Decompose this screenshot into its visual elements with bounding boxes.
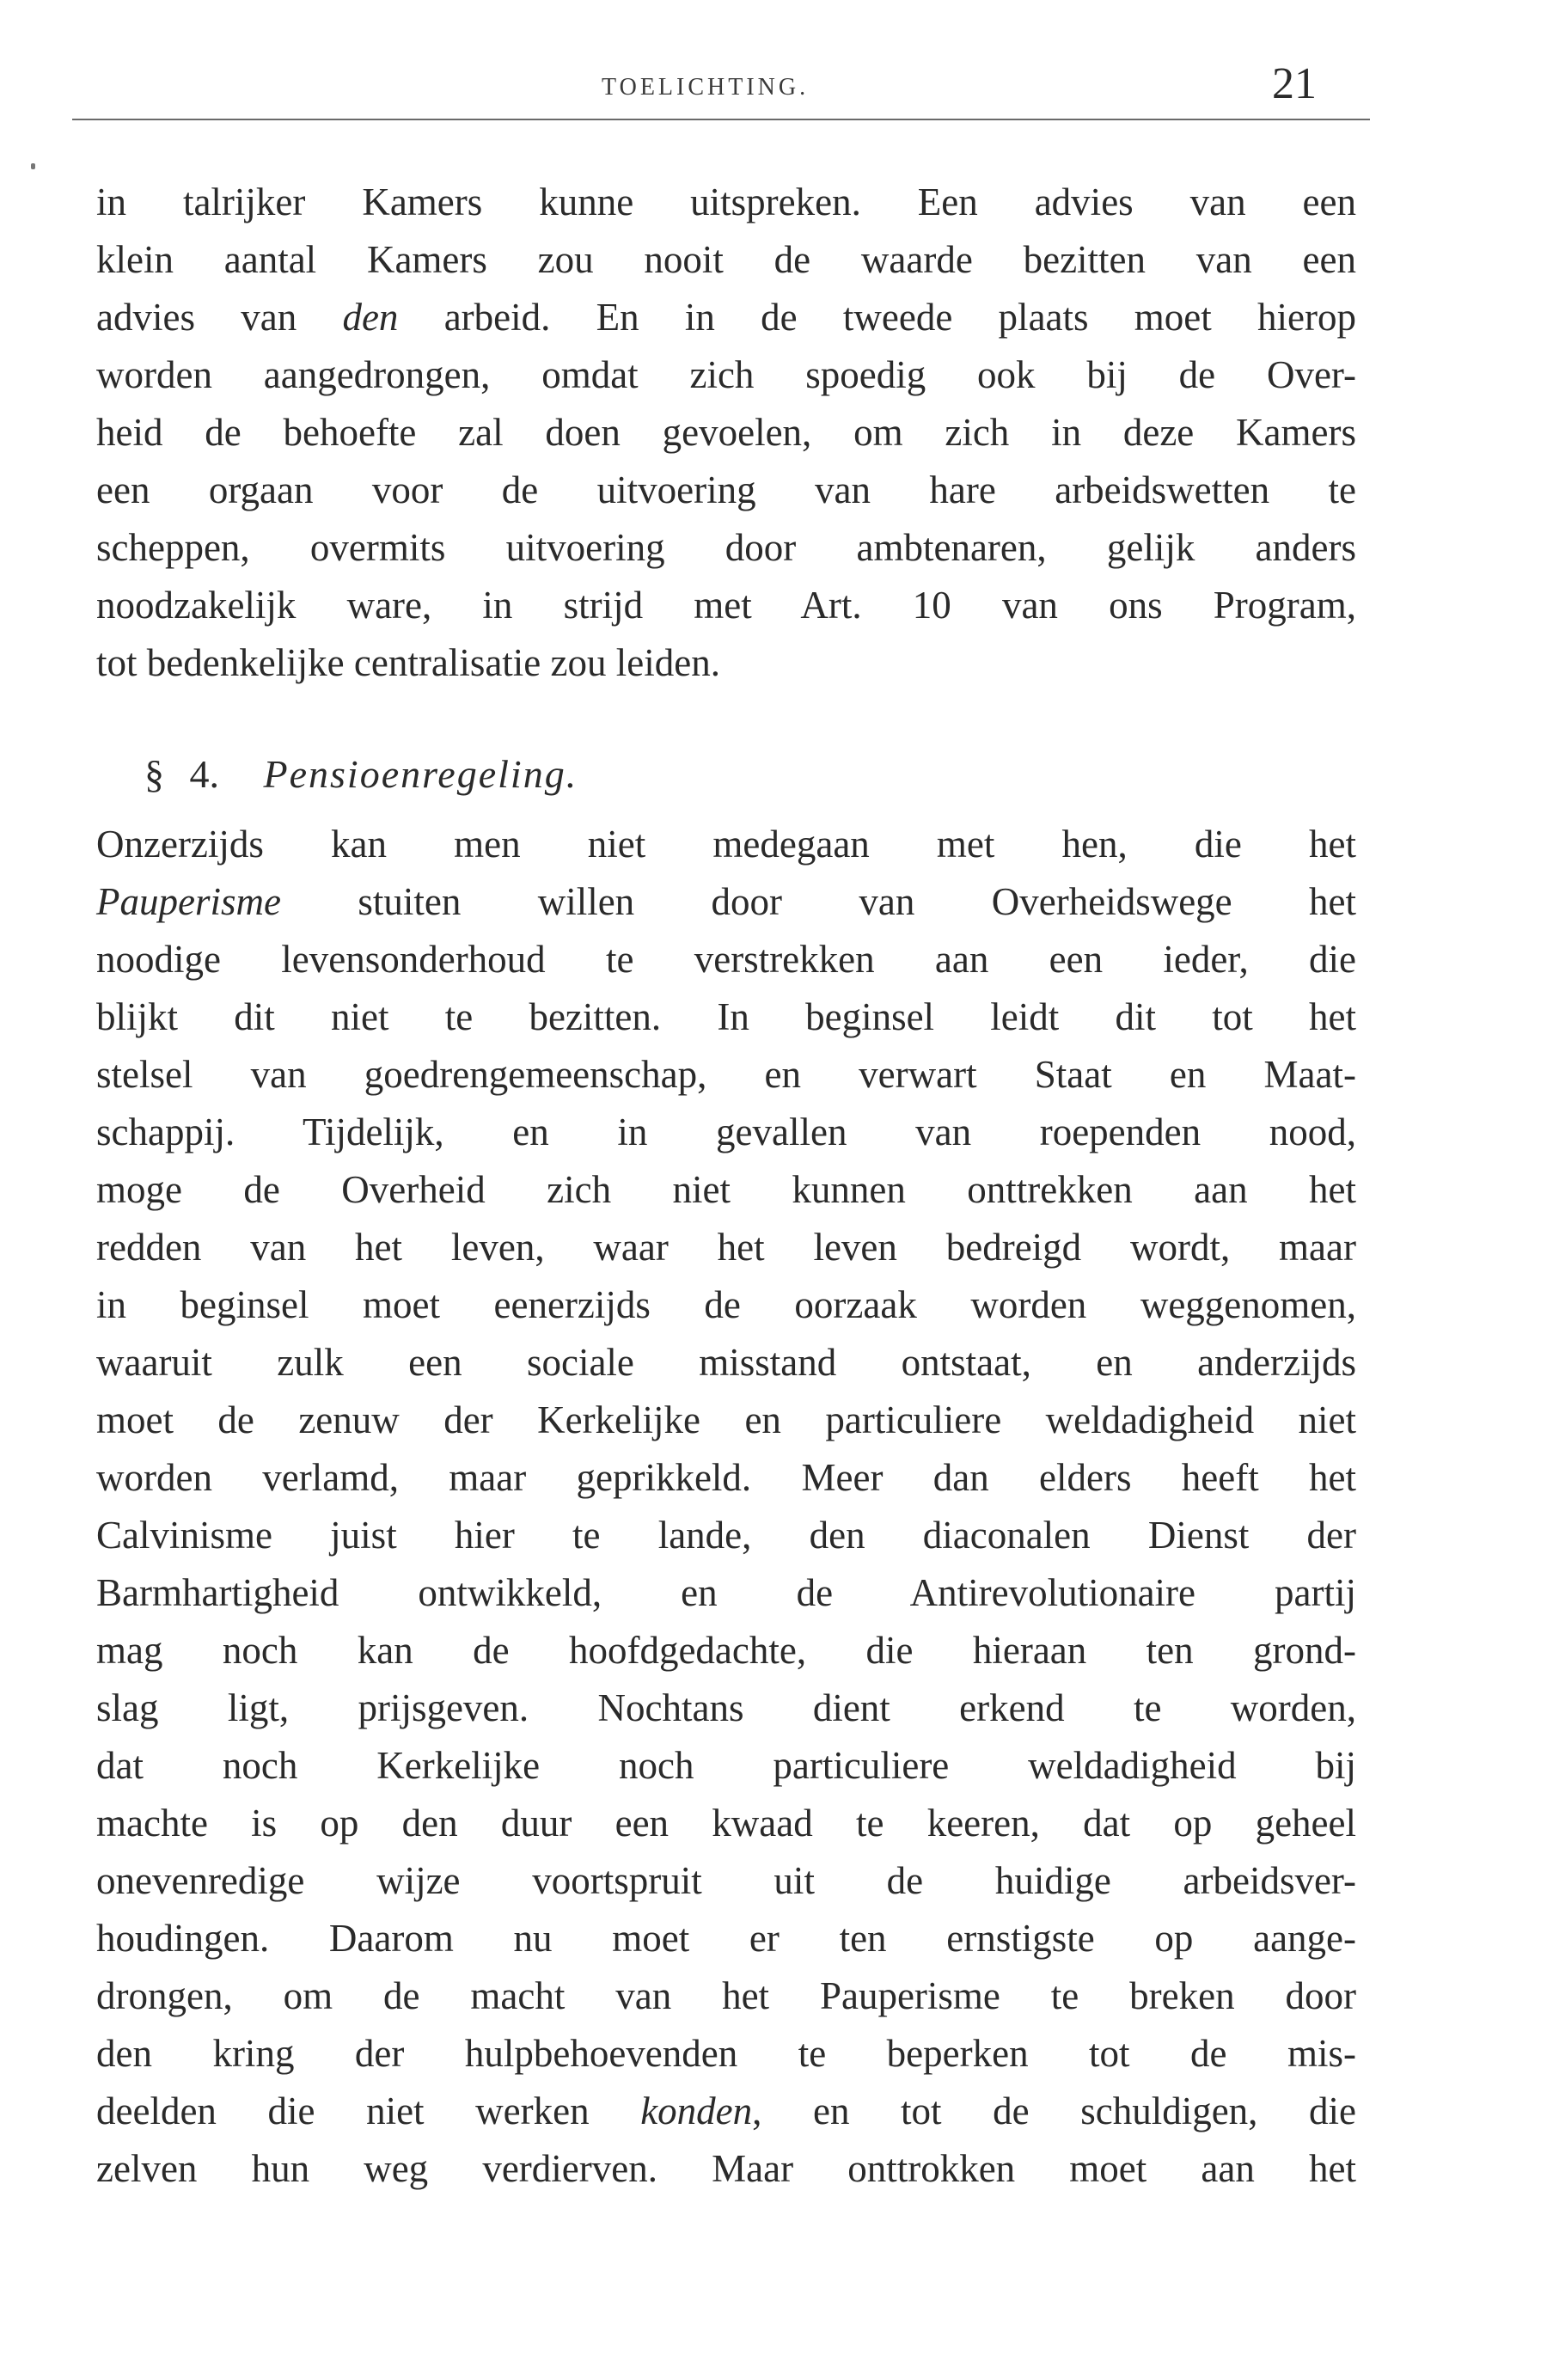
text-line: moge de Overheid zich niet kunnen onttrekken aan het: [96, 1168, 1356, 1211]
text-run: deelden die niet werken: [96, 2089, 641, 2132]
text-line: Barmhartigheid ontwikkeld, en de Antirevolutionaire partij: [96, 1571, 1356, 1614]
text-line: zelven hun weg verdierven. Maar onttrokken moet aan het: [96, 2147, 1356, 2190]
text-line: machte is op den duur een kwaad te keeren, dat op geheel: [96, 1802, 1356, 1845]
text-line: mag noch kan de hoofdgedachte, die hieraan ten grond-: [96, 1629, 1356, 1672]
text-run: advies van: [96, 296, 343, 339]
text-line: blijkt dit niet te bezitten. In beginsel leidt dit tot het: [96, 995, 1356, 1038]
running-title: TOELICHTING.: [602, 74, 810, 101]
text-line: moet de zenuw der Kerkelijke en particuliere weldadigheid niet: [96, 1398, 1356, 1441]
text-line: in talrijker Kamers kunne uitspreken. Een advies van een: [96, 180, 1356, 223]
text-line: noodzakelijk ware, in strijd met Art. 10 van ons Program,: [96, 584, 1356, 627]
text-line: slag ligt, prijsgeven. Nochtans dient erkend te worden,: [96, 1686, 1356, 1729]
italic-run: konden: [640, 2089, 753, 2132]
text-line: [96, 876, 1356, 927]
section-number: 4.: [189, 752, 219, 796]
text-line: worden verlamd, maar geprikkeld. Meer dan elders heeft het: [96, 1456, 1356, 1499]
text-line: schappij. Tijdelijk, en in gevallen van roependen nood,: [96, 1110, 1356, 1153]
text-line: den kring der hulpbehoevenden te beperken tot de mis-: [96, 2032, 1356, 2075]
text-run: stuiten willen door van Overheidswege het: [280, 880, 1356, 923]
running-header: [0, 58, 1547, 110]
text-line: drongen, om de macht van het Pauperisme te breken door: [96, 1974, 1356, 2017]
header-rule: [72, 119, 1370, 120]
margin-speck: [31, 163, 35, 169]
text-line: houdingen. Daarom nu moet er ten ernstigste op aange-: [96, 1917, 1356, 1960]
text-line: klein aantal Kamers zou nooit de waarde bezitten van een: [96, 238, 1356, 281]
text-line: worden aangedrongen, omdat zich spoedig ook bij de Over-: [96, 353, 1356, 396]
text-line: Onzerzijds kan men niet medegaan met hen, die het: [96, 823, 1356, 866]
section-title: Pensioenregeling.: [263, 752, 578, 796]
text-line: dat noch Kerkelijke noch particuliere weldadigheid bij: [96, 1744, 1356, 1787]
text-line: Calvinisme juist hier te lande, den diaconalen Dienst der: [96, 1514, 1356, 1557]
text-line: noodige levensonderhoud te verstrekken aan een ieder, die: [96, 938, 1356, 981]
section-sign: §: [144, 752, 164, 796]
text-run: arbeid. En in de tweede plaats moet hierop: [398, 296, 1356, 339]
text-line: [96, 2085, 1356, 2137]
section-heading: [144, 746, 578, 803]
italic-run: den: [342, 296, 399, 339]
text-run: , en tot de schuldigen, die: [752, 2089, 1356, 2132]
text-line: heid de behoefte zal doen gevoelen, om zich in deze Kamers: [96, 411, 1356, 454]
text-line: redden van het leven, waar het leven bedreigd wordt, maar: [96, 1226, 1356, 1269]
page-number: 21: [1272, 59, 1317, 108]
text-line: scheppen, overmits uitvoering door ambtenaren, gelijk anders: [96, 526, 1356, 569]
text-line: tot bedenkelijke centralisatie zou leiden.: [96, 641, 720, 684]
text-line: onevenredige wijze voortspruit uit de huidige arbeidsver-: [96, 1859, 1356, 1902]
text-line: [96, 291, 1356, 343]
text-line: waaruit zulk een sociale misstand ontstaat, en anderzijds: [96, 1341, 1356, 1384]
italic-run: Pauperisme: [96, 880, 281, 923]
text-line: een orgaan voor de uitvoering van hare arbeidswetten te: [96, 468, 1356, 511]
text-line: in beginsel moet eenerzijds de oorzaak worden weggenomen,: [96, 1283, 1356, 1326]
text-line: stelsel van goedrengemeenschap, en verwart Staat en Maat-: [96, 1053, 1356, 1096]
